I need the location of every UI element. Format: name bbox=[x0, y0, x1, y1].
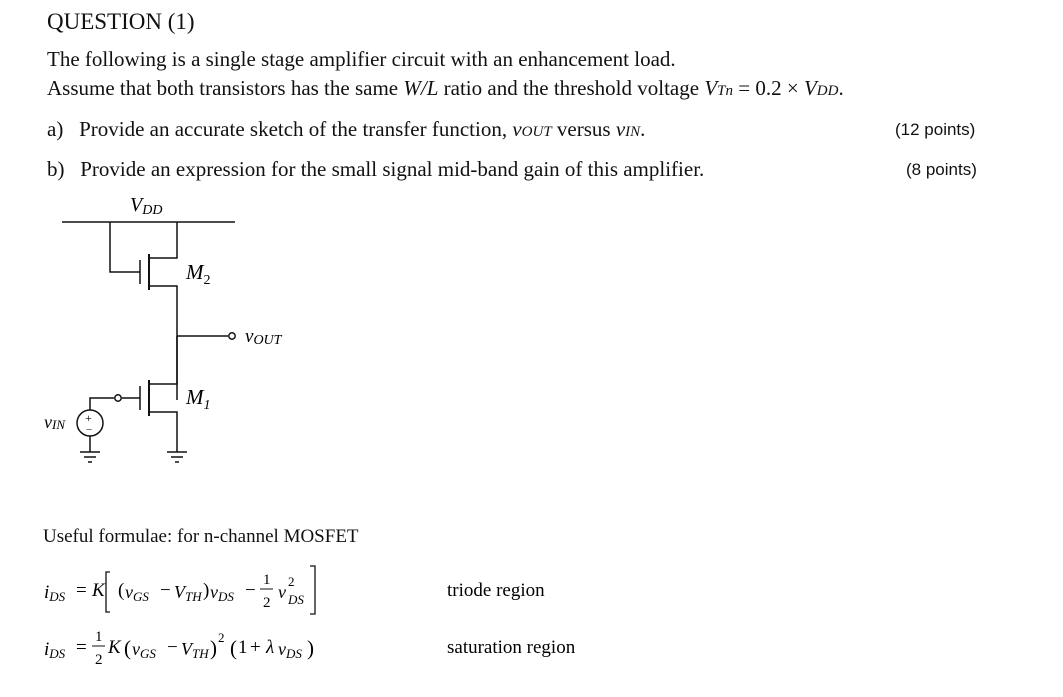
intro-middle: ratio and the threshold voltage bbox=[443, 76, 700, 100]
svg-text:): ) bbox=[210, 636, 217, 660]
svg-text:2: 2 bbox=[95, 652, 103, 668]
svg-text:+: + bbox=[250, 637, 261, 658]
vout-symbol: vOUT bbox=[512, 117, 552, 141]
svg-text:vGS: vGS bbox=[125, 582, 149, 604]
part-a-end: . bbox=[640, 117, 646, 141]
svg-text:2: 2 bbox=[263, 595, 271, 611]
vdd-symbol: VDD bbox=[803, 76, 839, 100]
vdd-label: VDD bbox=[130, 194, 163, 218]
saturation-label: saturation region bbox=[447, 637, 576, 658]
part-a-text: Provide an accurate sketch of the transfer function, bbox=[79, 117, 508, 141]
svg-text:2: 2 bbox=[288, 574, 295, 589]
part-a-points: (12 points) bbox=[895, 120, 976, 139]
intro-end: . bbox=[838, 76, 844, 100]
vin-label: vIN bbox=[44, 412, 65, 432]
svg-text:v: v bbox=[278, 582, 286, 602]
gate-node bbox=[115, 395, 121, 401]
svg-text:): ) bbox=[203, 580, 210, 601]
svg-text:vDS: vDS bbox=[278, 639, 302, 661]
part-b-points: (8 points) bbox=[906, 160, 977, 179]
vin-symbol: vIN bbox=[615, 117, 641, 141]
intro-prefix: Assume that both transistors has the same bbox=[47, 76, 399, 100]
m2-label: $M_2$ bbox=[186, 260, 211, 288]
svg-text:VTH: VTH bbox=[174, 582, 202, 604]
svg-text:iDS: iDS bbox=[44, 639, 66, 661]
part-b-text: Provide an expression for the small signal mid-band gain of this amplifier. bbox=[80, 157, 705, 181]
m2-drain bbox=[149, 222, 177, 258]
svg-text:vGS: vGS bbox=[132, 639, 156, 661]
question-title: QUESTION (1) bbox=[47, 9, 195, 34]
vtn-symbol: VTn bbox=[704, 76, 733, 100]
triode-formula bbox=[44, 566, 315, 614]
svg-text:−: − bbox=[160, 580, 171, 601]
svg-text:2: 2 bbox=[218, 630, 225, 645]
svg-text:VTH: VTH bbox=[181, 639, 209, 661]
svg-text:λ: λ bbox=[266, 637, 275, 658]
m1-label: $M_1$ bbox=[186, 385, 211, 413]
saturation-formula bbox=[44, 629, 314, 668]
svg-text:iDS: iDS bbox=[44, 582, 66, 604]
m1-source bbox=[149, 412, 177, 452]
m2-source-to-m1-drain bbox=[149, 286, 177, 400]
svg-text:K: K bbox=[108, 637, 121, 658]
svg-text:(: ( bbox=[230, 636, 237, 660]
wl-ratio-symbol: W/L bbox=[403, 76, 439, 100]
svg-text:−: − bbox=[245, 580, 256, 601]
svg-text:−: − bbox=[167, 637, 178, 658]
svg-text:K: K bbox=[92, 580, 105, 601]
m2-gate-wire bbox=[110, 222, 140, 272]
svg-text:1: 1 bbox=[95, 629, 103, 645]
m1-drain bbox=[149, 336, 177, 384]
svg-text:): ) bbox=[307, 636, 314, 660]
svg-text:DS: DS bbox=[288, 592, 304, 607]
source-plus-sign: + bbox=[85, 411, 92, 425]
part-a-versus: versus bbox=[556, 117, 611, 141]
output-terminal bbox=[229, 333, 235, 339]
svg-text:1: 1 bbox=[238, 637, 248, 658]
svg-text:vDS: vDS bbox=[210, 582, 234, 604]
svg-text:=: = bbox=[76, 580, 87, 601]
svg-text:1: 1 bbox=[263, 572, 271, 588]
intro-equation: = 0.2 × bbox=[738, 76, 799, 100]
triode-label: triode region bbox=[447, 580, 545, 601]
svg-text:(: ( bbox=[118, 580, 125, 601]
formulae-heading: Useful formulae: for n-channel MOSFET bbox=[43, 526, 359, 547]
vout-label: vOUT bbox=[245, 326, 282, 348]
intro-line-1: The following is a single stage amplifier circuit with an enhancement load. bbox=[47, 47, 676, 71]
part-a-letter: a) bbox=[47, 117, 64, 141]
source-minus-sign: − bbox=[86, 424, 93, 436]
source-to-gate-wire bbox=[90, 398, 114, 410]
svg-text:=: = bbox=[76, 637, 87, 658]
svg-text:(: ( bbox=[124, 636, 131, 660]
part-b-letter: b) bbox=[47, 157, 65, 181]
